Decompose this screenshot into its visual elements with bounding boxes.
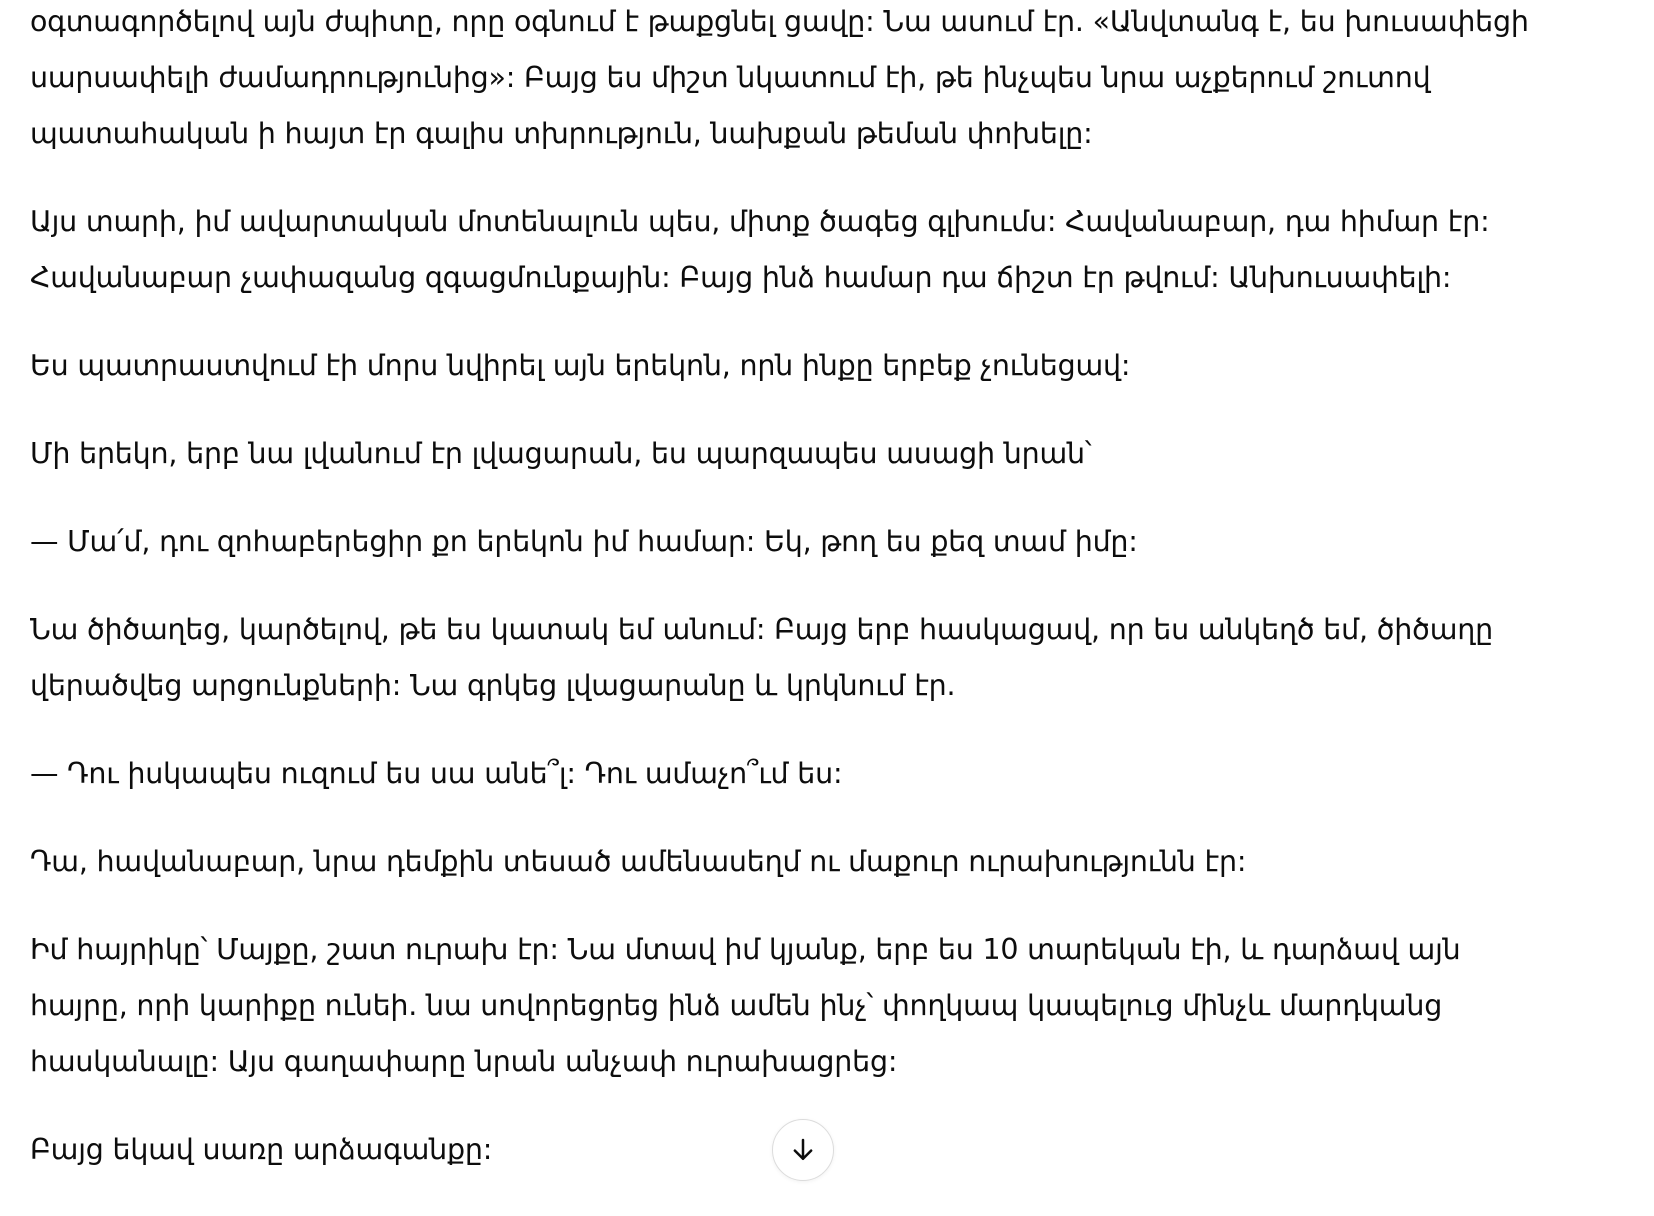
- message-content: [30, 0, 1610, 1210]
- message-paragraph: օգտագործելով այն ժպիտը, որը օգնում է թաքցնել ցավը: Նա ասում էր. «Անվտանգ է, ես խուսափեցի սարսափելի ժամադրությունից»: Բայց ես միշտ նկատում էի, թե ինչպես նրա աչքերում շուտով պատահական ի հայտ էր գալիս տխրություն, նախքան թեման փոխելը:: [30, 5, 1529, 150]
- message-paragraph: Բայց եկավ սառը արձագանքը:: [30, 1133, 493, 1166]
- message-paragraph: Մի երեկո, երբ նա լվանում էր լվացարան, ես պարզապես ասացի նրան՝: [30, 437, 1092, 470]
- message-paragraph: Նա ծիծաղեց, կարծելով, թե ես կատակ եմ անում: Բայց երբ հասկացավ, որ ես անկեղծ եմ, ծիծաղը վերածվեց արցունքների: Նա գրկեց լվացարանը և կրկնում էր.: [30, 613, 1494, 702]
- message-paragraph: — Մա՛մ, դու զոհաբերեցիր քո երեկոն իմ համար: Եկ, թող ես քեզ տամ իմը:: [30, 525, 1138, 558]
- arrow-down-icon: [788, 1135, 818, 1165]
- message-paragraph: — Դու իսկապես ուզում ես սա անե՞լ: Դու ամաչո՞ւմ ես:: [30, 757, 843, 790]
- message-paragraph: Իմ հայրիկը՝ Մայքը, շատ ուրախ էր: Նա մտավ իմ կյանք, երբ ես 10 տարեկան էի, և դարձավ այն հայրը, որի կարիքը ունեի. նա սովորեցրեց ինձ ամեն ինչ՝ փողկապ կապելուց մինչև մարդկանց հասկանալը: Այս գաղափարը նրան անչափ ուրախացրեց:: [30, 933, 1461, 1078]
- message-paragraph: Ես պատրաստվում էի մորս նվիրել այն երեկոն, որն ինքը երբեք չունեցավ:: [30, 349, 1131, 382]
- message-paragraph: Դա, հավանաբար, նրա դեմքին տեսած ամենասեղմ ու մաքուր ուրախությունն էր:: [30, 845, 1247, 878]
- scroll-to-bottom-button[interactable]: [772, 1119, 834, 1181]
- message-paragraph: Այս տարի, իմ ավարտական մոտենալուն պես, միտք ծագեց գլխումս: Հավանաբար, դա հիմար էր: Հավանաբար չափազանց զգացմունքային: Բայց ինձ համար դա ճիշտ էր թվում: Անխուսափելի:: [30, 205, 1490, 294]
